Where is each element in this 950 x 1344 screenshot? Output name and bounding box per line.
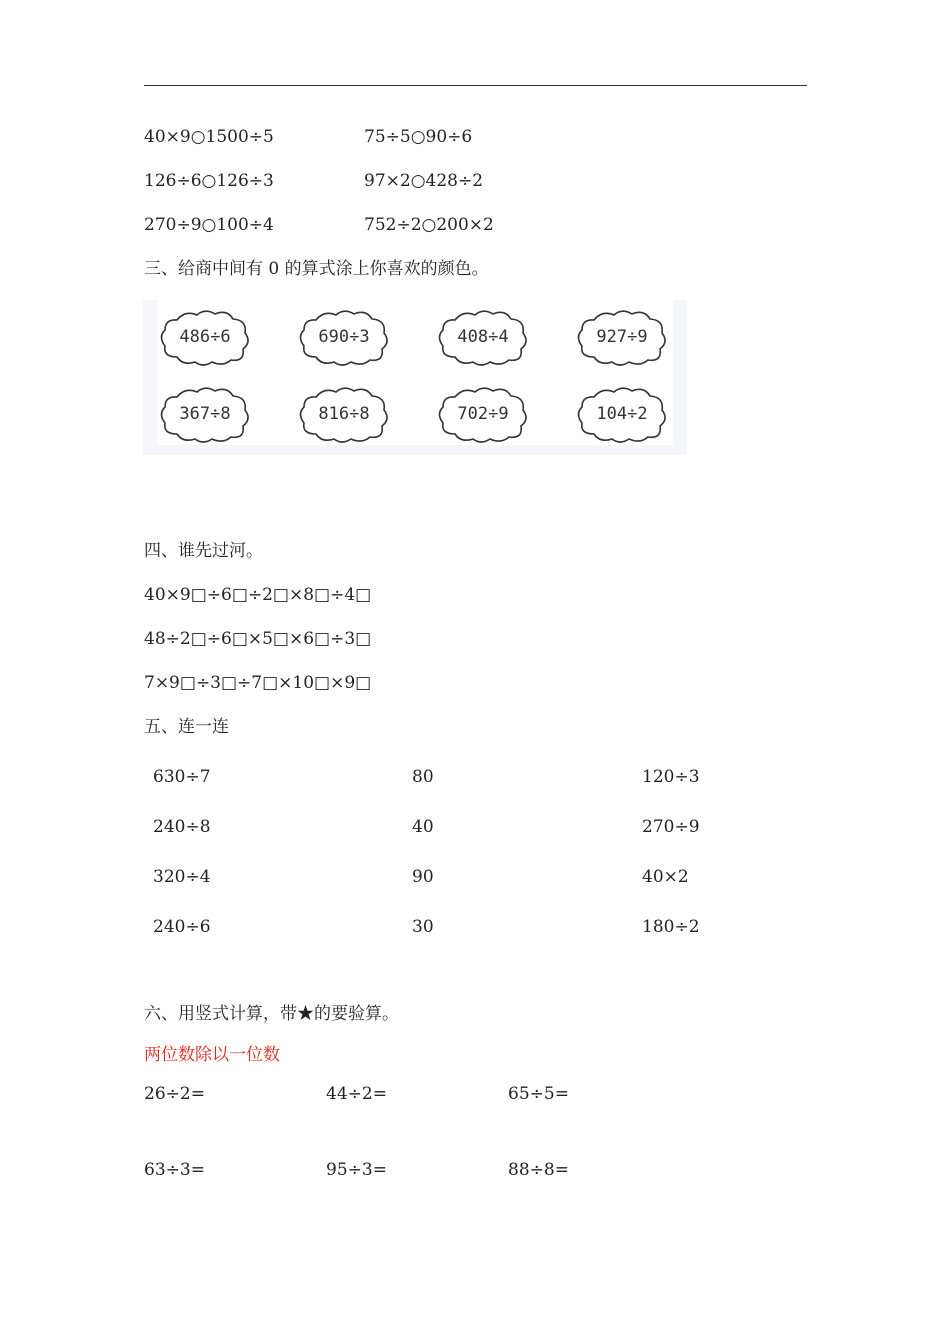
match-left-4[interactable]: 240÷6 — [153, 917, 211, 937]
section6-title: 六、用竖式计算，带★的要验算。 — [144, 1004, 399, 1024]
cloud-item[interactable] — [574, 383, 670, 445]
compare-left-2: 126÷6○126÷3 — [144, 171, 274, 191]
cloud-label: 486÷6 — [179, 327, 231, 347]
compare-right-2: 97×2○428÷2 — [364, 171, 484, 191]
calc-problem-1: 26÷2= — [144, 1084, 205, 1104]
cloud-label: 367÷8 — [179, 404, 231, 424]
cloud-panel — [143, 300, 687, 455]
match-right-1[interactable]: 120÷3 — [642, 767, 700, 787]
cloud-item[interactable] — [574, 306, 670, 368]
cloud-item[interactable] — [296, 306, 392, 368]
cloud-item[interactable] — [157, 383, 253, 445]
match-middle-2[interactable]: 40 — [412, 817, 434, 837]
match-middle-4[interactable]: 30 — [412, 917, 434, 937]
section3-title: 三、给商中间有 0 的算式涂上你喜欢的颜色。 — [144, 259, 489, 279]
cloud-item[interactable] — [435, 306, 531, 368]
section4-title: 四、谁先过河。 — [144, 541, 263, 561]
section6-subtitle: 两位数除以一位数 — [144, 1045, 280, 1065]
cloud-panel-inner — [157, 300, 673, 445]
match-right-3[interactable]: 40×2 — [642, 867, 689, 887]
header-rule — [144, 85, 807, 86]
cloud-label: 702÷9 — [457, 404, 509, 424]
calc-problem-5: 95÷3= — [326, 1160, 387, 1180]
river-row-1: 40×9□÷6□÷2□×8□÷4□ — [144, 585, 372, 605]
cloud-label: 690÷3 — [318, 327, 370, 347]
match-left-3[interactable]: 320÷4 — [153, 867, 211, 887]
compare-right-3: 752÷2○200×2 — [364, 215, 494, 235]
river-row-3: 7×9□÷3□÷7□×10□×9□ — [144, 673, 372, 693]
match-middle-1[interactable]: 80 — [412, 767, 434, 787]
match-middle-3[interactable]: 90 — [412, 867, 434, 887]
calc-problem-2: 44÷2= — [326, 1084, 387, 1104]
section5-title: 五、连一连 — [144, 717, 229, 737]
calc-problem-4: 63÷3= — [144, 1160, 205, 1180]
match-right-4[interactable]: 180÷2 — [642, 917, 700, 937]
cloud-item[interactable] — [435, 383, 531, 445]
calc-problem-3: 65÷5= — [508, 1084, 569, 1104]
cloud-item[interactable] — [157, 306, 253, 368]
compare-left-1: 40×9○1500÷5 — [144, 127, 274, 147]
match-left-2[interactable]: 240÷8 — [153, 817, 211, 837]
calc-problem-6: 88÷8= — [508, 1160, 569, 1180]
cloud-label: 927÷9 — [596, 327, 648, 347]
match-left-1[interactable]: 630÷7 — [153, 767, 211, 787]
cloud-item[interactable] — [296, 383, 392, 445]
river-row-2: 48÷2□÷6□×5□×6□÷3□ — [144, 629, 372, 649]
cloud-label: 408÷4 — [457, 327, 509, 347]
compare-left-3: 270÷9○100÷4 — [144, 215, 274, 235]
match-right-2[interactable]: 270÷9 — [642, 817, 700, 837]
cloud-label: 816÷8 — [318, 404, 370, 424]
cloud-label: 104÷2 — [596, 404, 648, 424]
compare-right-1: 75÷5○90÷6 — [364, 127, 473, 147]
